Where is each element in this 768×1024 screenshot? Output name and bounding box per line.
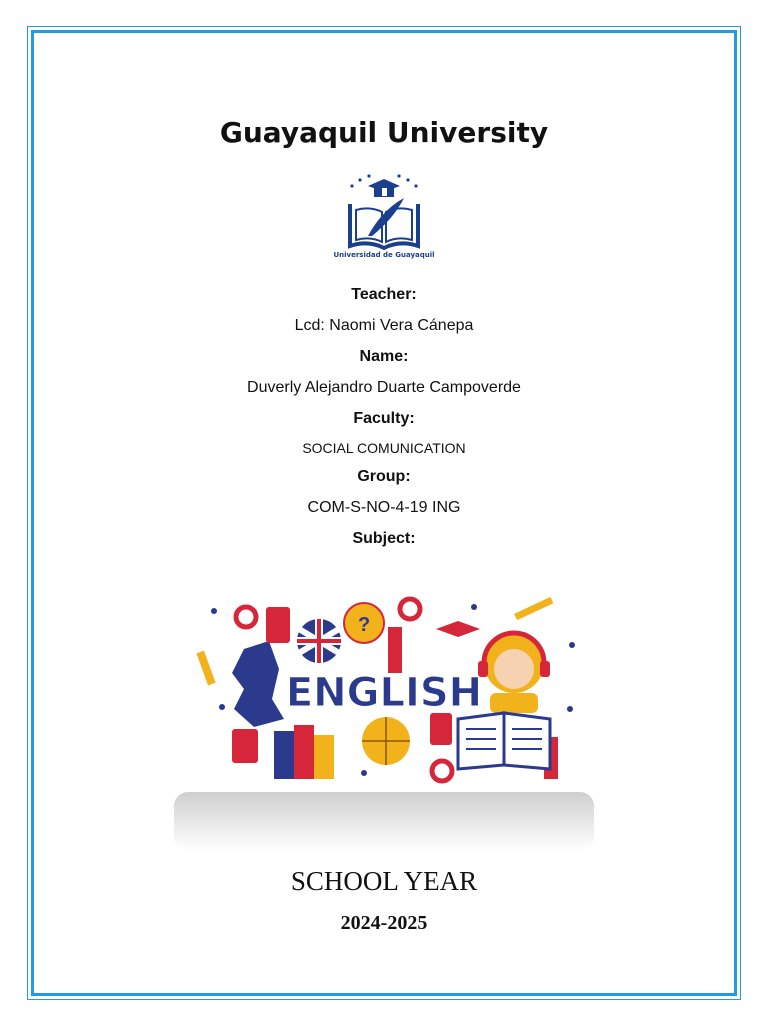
name-label: Name: [359,348,409,365]
svg-text:?: ? [358,614,371,636]
school-year-value: 2024-2025 [340,912,428,934]
english-word: ENGLISH [285,670,483,716]
logo-caption: Universidad de Guayaquil [333,251,435,259]
open-book-icon [458,713,550,769]
uk-flag-icon [297,619,341,663]
faculty-value: SOCIAL COMUNICATION [302,440,466,456]
faculty-label: Faculty: [353,410,415,427]
question-bubble-icon [344,603,384,643]
group-value: COM-S-NO-4-19 ING [307,499,461,516]
subject-label: Subject: [352,530,416,547]
teacher-value: Lcd: Naomi Vera Cánepa [294,317,474,334]
teacher-label: Teacher: [351,286,417,303]
university-logo-icon [338,170,430,262]
globe-icon [362,717,410,765]
group-label: Group: [357,468,411,485]
school-year-label: SCHOOL YEAR [290,866,478,896]
document-title: Guayaquil University [219,116,549,149]
english-illustration [174,589,594,851]
name-value: Duverly Alejandro Duarte Campoverde [247,379,521,396]
